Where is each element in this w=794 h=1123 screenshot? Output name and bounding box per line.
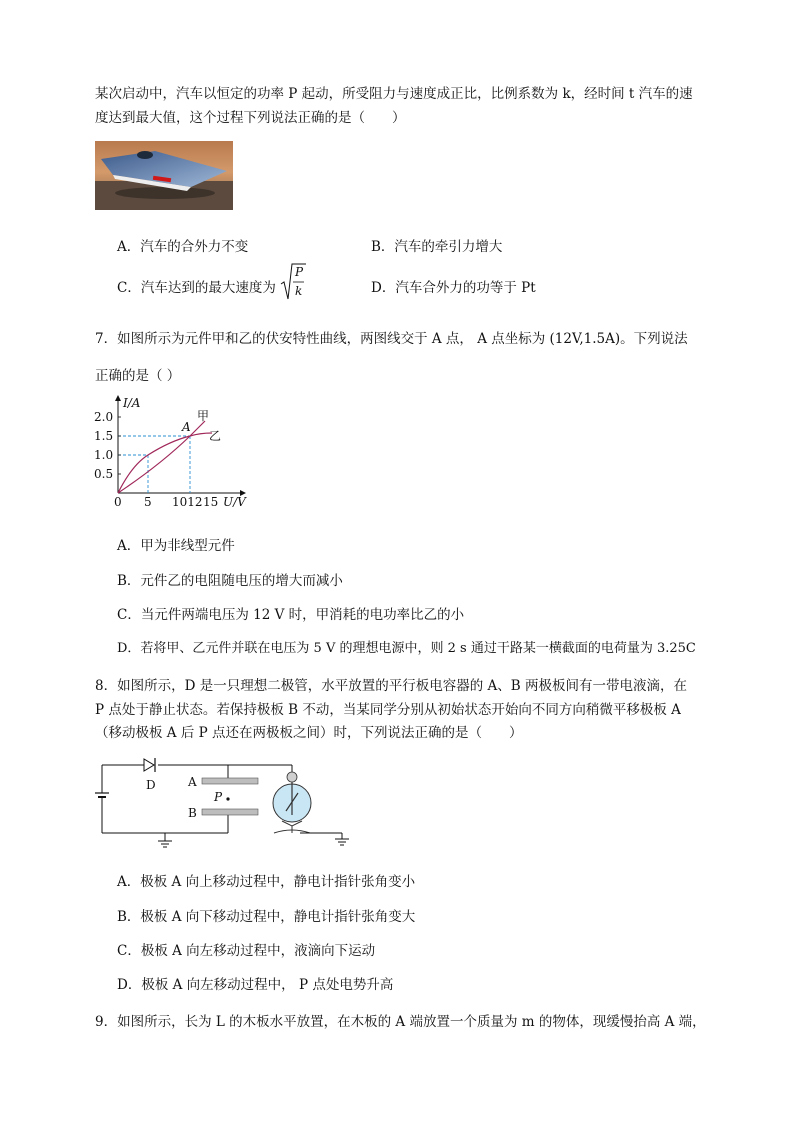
y-tick-1-5: 1.5 xyxy=(94,429,114,443)
q8-option-c[interactable]: C．极板 A 向左移动过程中，液滴向下运动 xyxy=(117,943,376,959)
y-tick-1-0: 1.0 xyxy=(94,448,114,462)
q8-stem-line1: 8．如图所示，D 是一只理想二极管，水平放置的平行板电容器的 A、B 两极板间有一带电液滴，在 xyxy=(95,678,687,694)
q8-stem-line3: （移动极板 A 后 P 点还在两极板之间）时，下列说法正确的是（ ） xyxy=(95,725,523,741)
diode-symbol xyxy=(144,759,154,771)
q9-stem-line1: 9．如图所示，长为 L 的木板水平放置，在木板的 A 端放置一个质量为 m 的物体，现缓慢抬高 A 端， xyxy=(95,1014,706,1030)
y-tick-2-0: 2.0 xyxy=(94,410,114,424)
q6-option-c-text: C．汽车达到的最大速度为 xyxy=(117,280,276,296)
curve-yi-label: 乙 xyxy=(209,429,222,443)
q7-stem-line1: 7．如图所示为元件甲和乙的伏安特性曲线，两图线交于 A 点， A 点坐标为 (12V,1.5A)。下列说法 xyxy=(95,331,688,347)
plate-a xyxy=(202,778,258,784)
plate-b xyxy=(202,809,258,815)
q6-option-a[interactable]: A．汽车的合外力不变 xyxy=(117,239,249,255)
plate-a-label: A xyxy=(188,775,197,789)
q6-option-d[interactable]: D．汽车合外力的功等于 Pt xyxy=(371,280,536,296)
y-axis-label: I/A xyxy=(123,396,141,410)
q7-option-c[interactable]: C．当元件两端电压为 12 V 时，甲消耗的电功率比乙的小 xyxy=(117,607,465,623)
circuit-diagram xyxy=(92,753,352,853)
q8-option-a[interactable]: A．极板 A 向上移动过程中，静电计指针张角变小 xyxy=(117,874,416,890)
q8-option-b[interactable]: B．极板 A 向下移动过程中，静电计指针张角变大 xyxy=(117,909,416,925)
iv-graph xyxy=(92,393,262,513)
q6-sqrt-denominator: k xyxy=(295,284,303,298)
q6-sqrt-expression xyxy=(280,262,306,302)
plate-b-label: B xyxy=(188,806,197,820)
q6-stem-line2: 度达到最大值，这个过程下列说法正确的是（ ） xyxy=(95,110,406,126)
q7-stem-line2: 正确的是（ ） xyxy=(95,368,181,384)
point-a-label: A xyxy=(182,420,191,434)
q6-option-b[interactable]: B．汽车的牵引力增大 xyxy=(371,239,503,255)
q8-stem-line2: P 点处于静止状态。若保持极板 B 不动，当某同学分别从初始状态开始向不同方向稍微平移极板 A xyxy=(95,702,681,718)
x-tick-15: 15 xyxy=(203,495,219,509)
q6-option-c[interactable] xyxy=(117,276,276,296)
curve-jia xyxy=(118,421,205,493)
q6-stem-line1: 某次启动中，汽车以恒定的功率 P 起动，所受阻力与速度成正比，比例系数为 k，经时间 t 汽车的速 xyxy=(95,86,693,102)
q7-option-b[interactable]: B．元件乙的电阻随电压的增大而减小 xyxy=(117,573,343,589)
point-p-label: P xyxy=(214,790,223,804)
point-p xyxy=(226,797,229,800)
x-tick-10-12: 1012 xyxy=(172,495,203,509)
origin-label: 0 xyxy=(114,495,122,509)
diode-label: D xyxy=(146,778,156,792)
q7-option-d[interactable]: D．若将甲、乙元件并联在电压为 5 V 的理想电源中，则 2 s 通过干路某一横截面的电荷量为 3.25C xyxy=(117,641,696,656)
q7-option-a[interactable]: A．甲为非线型元件 xyxy=(117,538,235,554)
q8-option-d[interactable]: D．极板 A 向左移动过程中， P 点处电势升高 xyxy=(117,977,394,993)
q6-sqrt-numerator: P xyxy=(295,265,304,279)
x-tick-5: 5 xyxy=(144,495,152,509)
y-tick-0-5: 0.5 xyxy=(94,467,114,481)
x-axis-label: U/V xyxy=(223,495,246,509)
solar-car-photo xyxy=(95,141,233,210)
curve-jia-label: 甲 xyxy=(197,409,210,423)
